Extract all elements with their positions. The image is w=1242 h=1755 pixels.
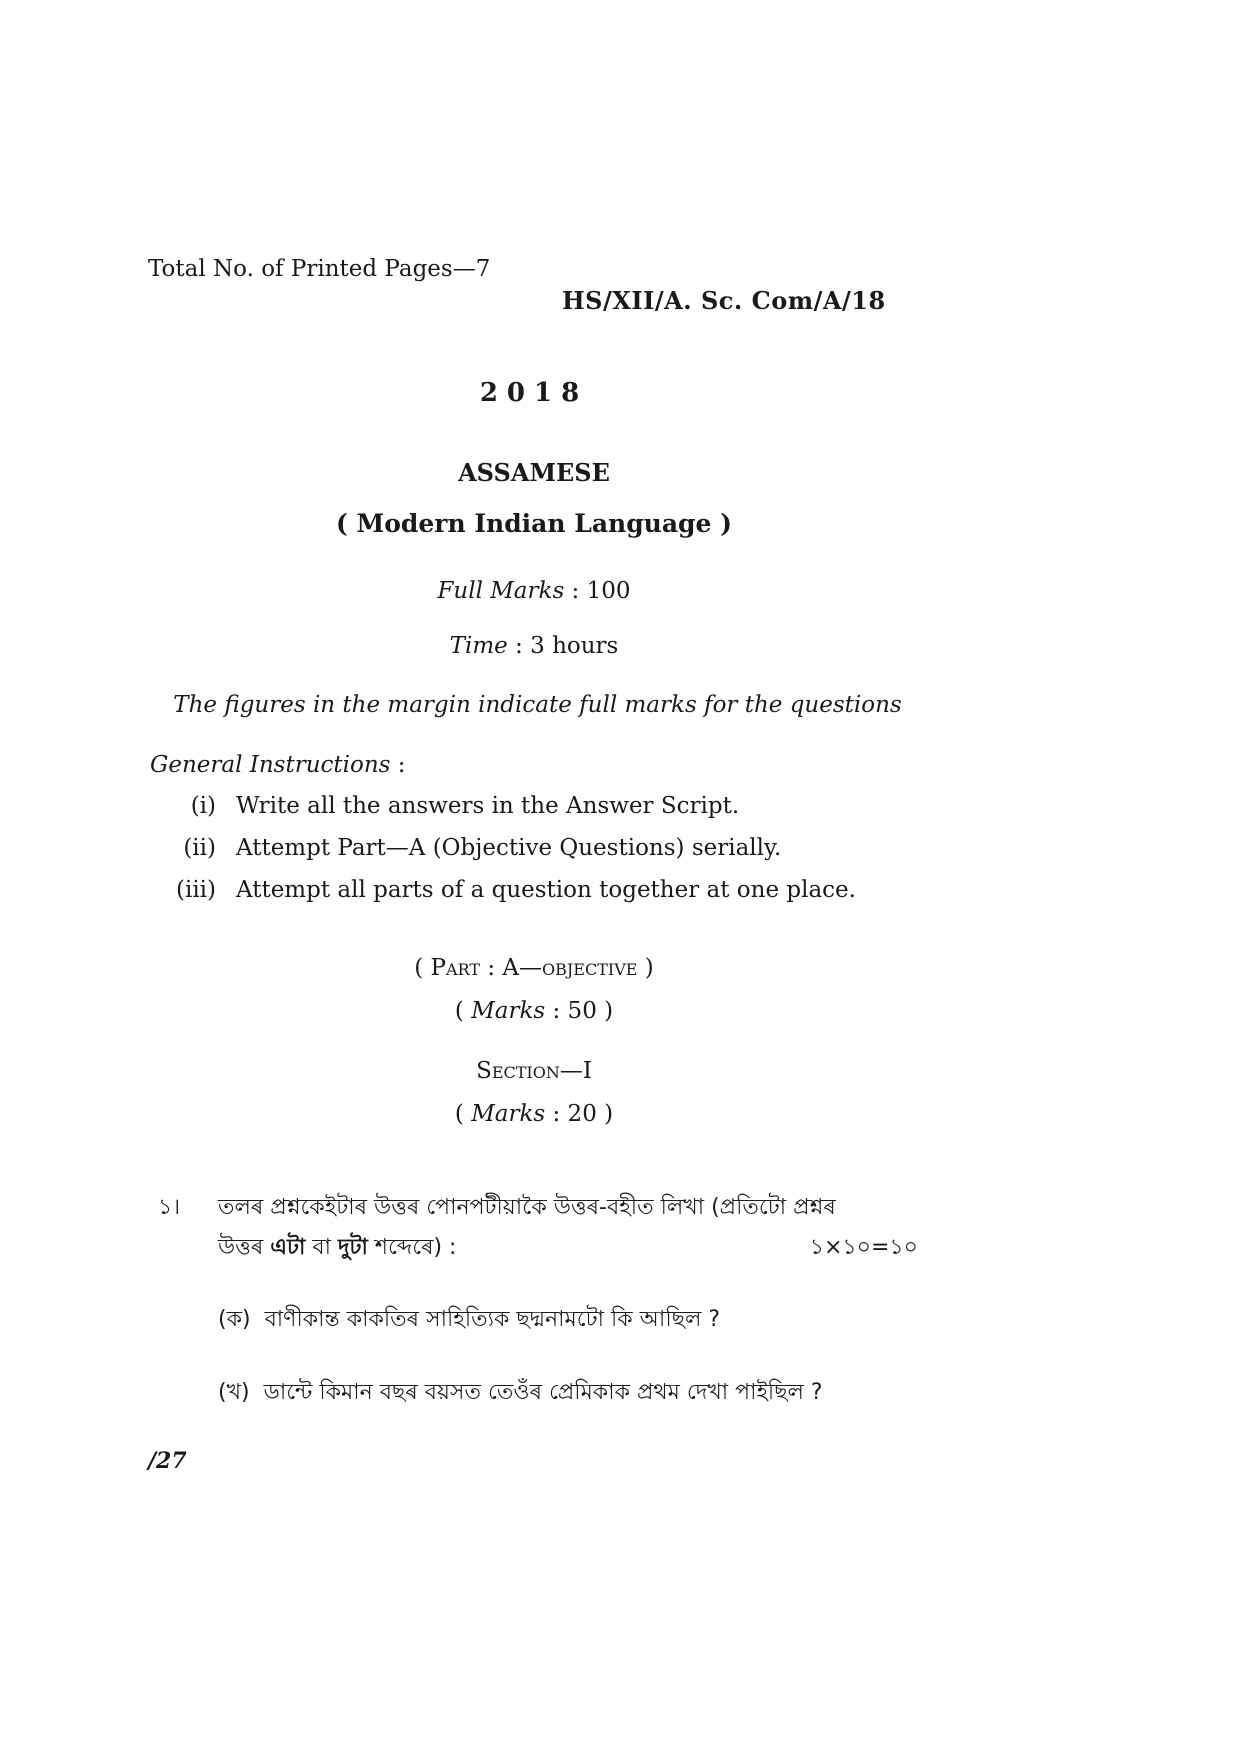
exam-year: 2018 [479, 378, 589, 408]
instruction-number: (ii) [183, 835, 216, 861]
question-1-sub-kha [218, 1375, 823, 1412]
question-1-line2-part-b: বা [305, 1235, 338, 1260]
part-a-marks-open: ( [454, 998, 472, 1024]
general-instructions-heading [150, 752, 406, 778]
section-1-marks-value: : 20 ) [545, 1101, 614, 1127]
sub-question-text: ডান্টে কিমান বছৰ বয়সত তেওঁৰ প্ৰেমিকাক প্ৰথম দেখা পাইছিল ? [263, 1380, 823, 1405]
instruction-text: Attempt Part—A (Objective Questions) serially. [236, 835, 782, 861]
question-1-line2-part-a: উত্তৰ [218, 1235, 271, 1260]
instruction-item [150, 877, 856, 903]
exam-subtitle: ( Modern Indian Language ) [336, 509, 732, 538]
sub-question-label: (খ) [218, 1380, 250, 1405]
part-a-marks [0, 998, 1068, 1024]
paper-code: HS/XII/A. Sc. Com/A/18 [562, 286, 886, 315]
full-marks-label: Full Marks [437, 578, 565, 604]
full-marks [0, 578, 1068, 604]
instruction-text: Write all the answers in the Answer Script. [236, 793, 740, 819]
question-1-text-line1: তলৰ প্ৰশ্নকেইটাৰ উত্তৰ পোনপটীয়াকৈ উত্তৰ-বহীত লিখা (প্ৰতিটো প্ৰশ্নৰ [218, 1195, 836, 1220]
section-1-marks-label: Marks [471, 1101, 546, 1127]
instruction-text: Attempt all parts of a question together at one place. [236, 877, 856, 903]
part-a-title: ( Part : A—objective ) [414, 955, 654, 981]
section-1-title: Section—I [476, 1058, 592, 1084]
sub-question-text: বাণীকান্ত কাকতিৰ সাহিত্যিক ছদ্মনামটো কি আছিল ? [264, 1307, 721, 1332]
question-1-line2-bold-2: দুটা [338, 1235, 368, 1260]
time-label: Time [449, 633, 508, 659]
part-a-marks-value: : 50 ) [545, 998, 614, 1024]
sub-question-label: (ক) [218, 1307, 251, 1332]
instruction-item [150, 835, 781, 861]
margin-note: The figures in the margin indicate full marks for the questions [173, 692, 902, 718]
question-1-line2-part-c: শব্দেৰে) : [367, 1235, 457, 1260]
question-1-marks: ১×১০=১০ [809, 1235, 918, 1260]
question-1-sub-ka [218, 1302, 720, 1339]
exam-time [0, 633, 1068, 659]
section-1-marks [0, 1101, 1068, 1127]
page-identifier: /27 [148, 1448, 187, 1474]
instruction-item [150, 793, 739, 819]
question-1-line2-bold-1: এটা [270, 1235, 306, 1260]
instruction-number: (i) [190, 793, 216, 819]
instruction-number: (iii) [175, 877, 216, 903]
question-1-text-line2 [218, 1230, 456, 1267]
total-printed-pages: Total No. of Printed Pages—7 [148, 256, 491, 282]
exam-subject: ASSAMESE [458, 458, 610, 487]
general-instructions-label: General Instructions [150, 752, 391, 778]
time-value: : 3 hours [507, 633, 619, 659]
full-marks-value: : 100 [564, 578, 631, 604]
part-a-marks-label: Marks [471, 998, 546, 1024]
question-1-number: ১। [158, 1195, 181, 1220]
general-instructions-suffix: : [390, 752, 406, 778]
section-1-marks-open: ( [454, 1101, 472, 1127]
